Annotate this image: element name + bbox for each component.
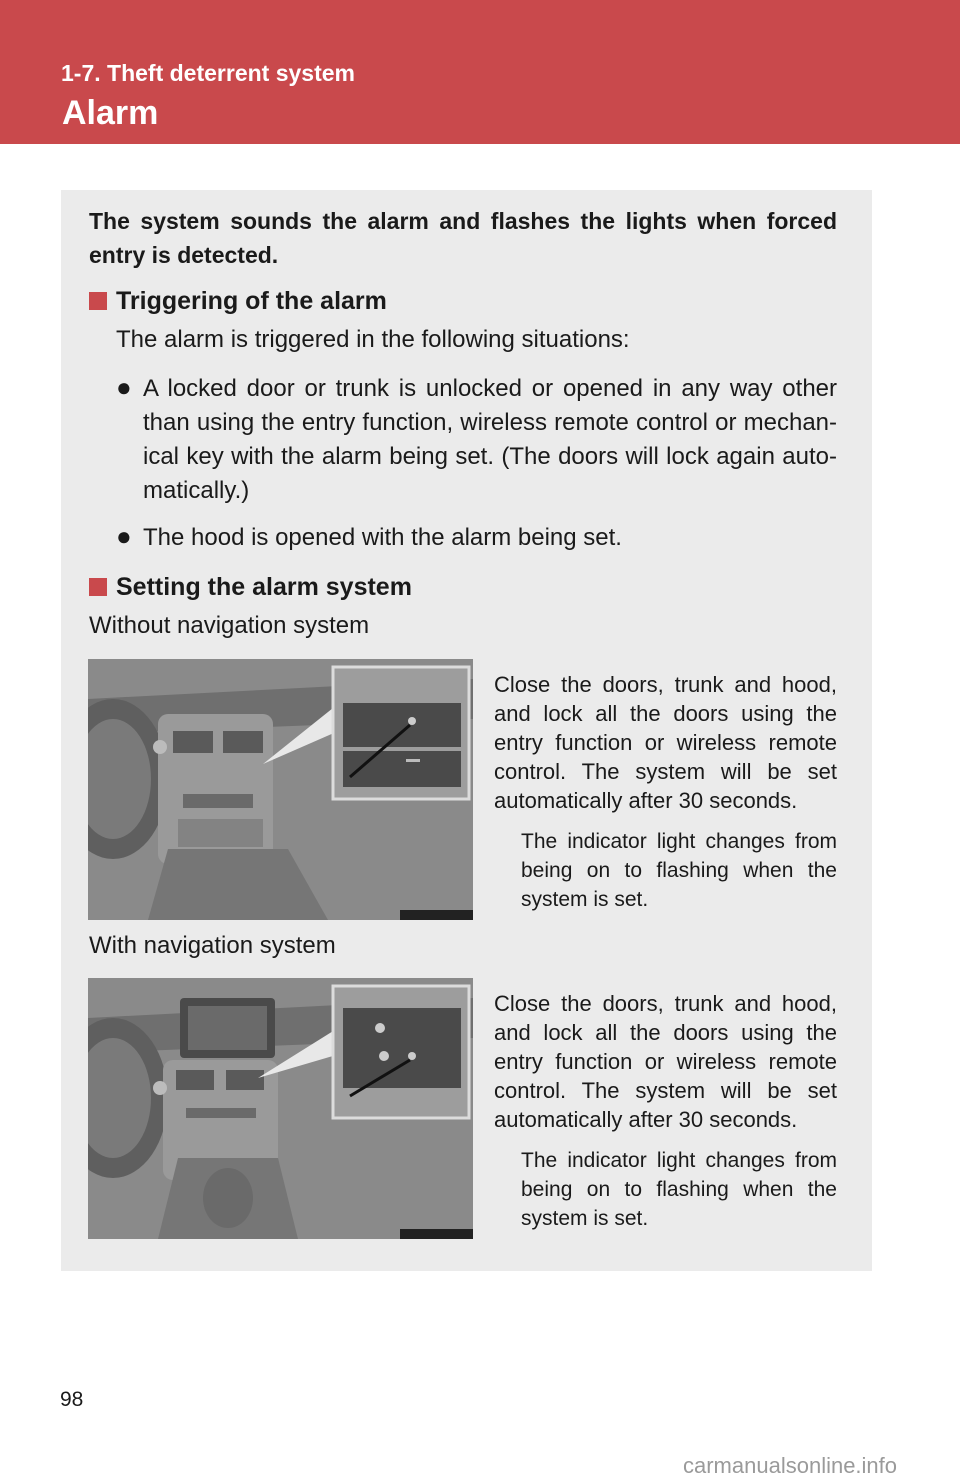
with-nav-instructions: Close the doors, trunk and hood, and lock all the doors using the entry function or wireless remote control. The system will be set automatically after 30 seconds. <box>494 991 837 1132</box>
setting-heading: Setting the alarm system <box>89 570 412 604</box>
dashboard-photo-without-nav <box>88 659 473 920</box>
triggering-bullet-2: The hood is opened with the alarm being set. <box>143 524 622 551</box>
without-nav-note: The indicator light changes from being on to flashing when the system is set. <box>521 830 837 911</box>
with-nav-note: The indicator light changes from being on to flashing when the system is set. <box>521 1149 837 1230</box>
square-bullet-icon <box>89 578 107 596</box>
section-label: 1-7. Theft deterrent system <box>61 60 355 86</box>
without-nav-label: Without navigation system <box>89 612 370 639</box>
bullet-dot-icon: ● <box>116 372 132 402</box>
watermark: carmanualsonline.info <box>683 1453 898 1478</box>
triggering-bullet-1: A locked door or trunk is unlocked or opened in any way other than using the entry function, wireless remote control or mechan-ical key with the alarm being set. (The doors will lock again auto-matically.) <box>143 375 837 504</box>
triggering-heading: Triggering of the alarm <box>89 284 387 318</box>
bullet-dot-icon: ● <box>116 521 132 551</box>
dashboard-photo-with-nav <box>88 978 473 1239</box>
page-header <box>0 0 960 144</box>
page-number: 98 <box>60 1388 84 1411</box>
square-bullet-icon <box>89 292 107 310</box>
triggering-lead: The alarm is triggered in the following situations: <box>116 326 630 353</box>
page-title: Alarm <box>62 94 159 132</box>
without-nav-instructions: Close the doors, trunk and hood, and lock all the doors using the entry function or wireless remote control. The system will be set automatically after 30 seconds. <box>494 672 837 813</box>
with-nav-label: With navigation system <box>89 932 336 959</box>
intro-paragraph: The system sounds the alarm and flashes the lights when forced entry is detected. <box>89 208 837 268</box>
